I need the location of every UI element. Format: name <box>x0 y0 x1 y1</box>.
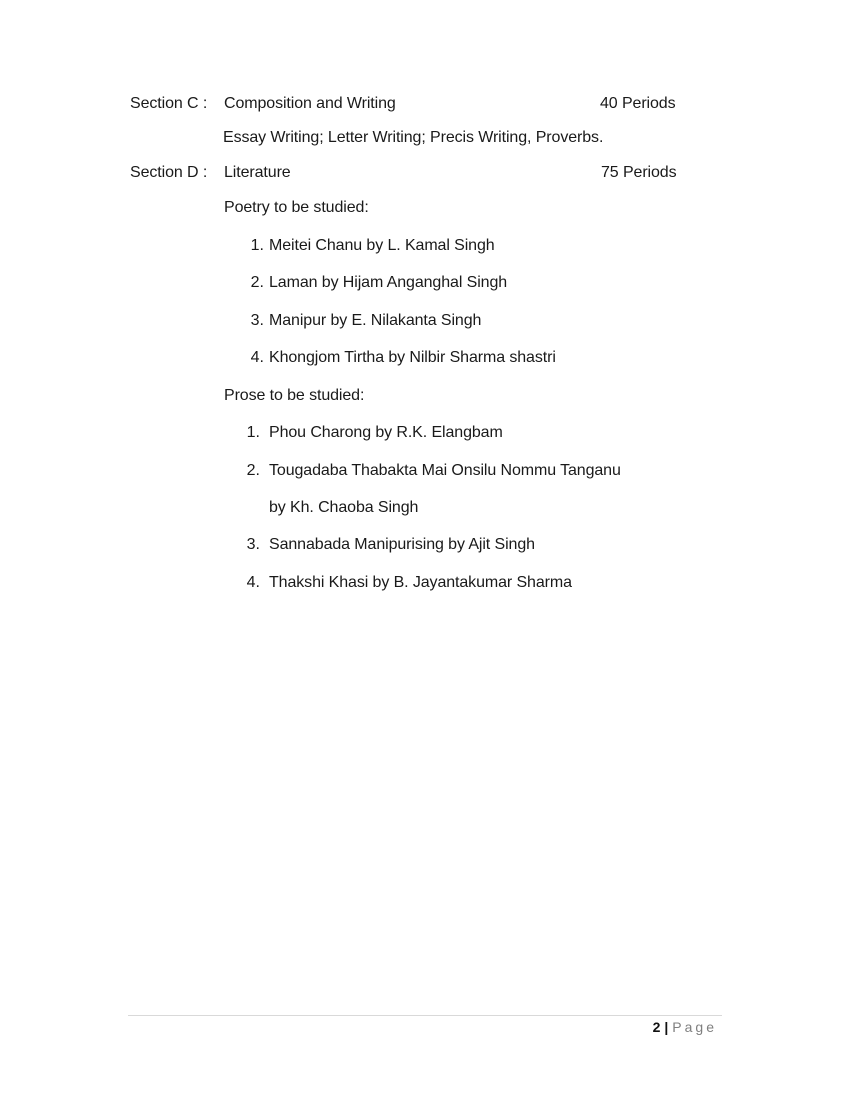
section-d-label: Section D : <box>130 164 208 181</box>
footer-divider <box>128 1015 722 1016</box>
prose-item: Tougadaba Thabakta Mai Onsilu Nommu Tanganu <box>269 462 621 479</box>
section-d-periods: 75 Periods <box>601 164 677 181</box>
poetry-heading: Poetry to be studied: <box>224 199 369 216</box>
section-c-description: Essay Writing; Letter Writing; Precis Writing, Proverbs. <box>223 129 604 146</box>
prose-item: Phou Charong by R.K. Elangbam <box>269 424 503 441</box>
section-c-title: Composition and Writing <box>224 95 396 112</box>
prose-heading: Prose to be studied: <box>224 387 365 404</box>
prose-item-number: 3. <box>246 536 260 553</box>
poetry-item: Manipur by E. Nilakanta Singh <box>269 312 482 329</box>
prose-item-number: 1. <box>246 424 260 441</box>
prose-item-number: 4. <box>246 574 260 591</box>
prose-item-continuation: by Kh. Chaoba Singh <box>269 499 419 516</box>
poetry-item-number: 4. <box>250 349 264 366</box>
page-number: 2 <box>652 1019 661 1035</box>
prose-item: Sannabada Manipurising by Ajit Singh <box>269 536 535 553</box>
poetry-item: Meitei Chanu by L. Kamal Singh <box>269 237 495 254</box>
prose-item: Thakshi Khasi by B. Jayantakumar Sharma <box>269 574 572 591</box>
poetry-item-number: 1. <box>250 237 264 254</box>
poetry-item-number: 3. <box>250 312 264 329</box>
poetry-item-number: 2. <box>250 274 264 291</box>
section-d-title: Literature <box>224 164 291 181</box>
section-c-label: Section C : <box>130 95 208 112</box>
footer-separator: | <box>664 1019 669 1035</box>
poetry-item: Khongjom Tirtha by Nilbir Sharma shastri <box>269 349 556 366</box>
section-c-periods: 40 Periods <box>600 95 676 112</box>
prose-item-number: 2. <box>246 462 260 479</box>
page-footer <box>653 1018 717 1036</box>
page-word: Page <box>672 1019 717 1035</box>
poetry-item: Laman by Hijam Anganghal Singh <box>269 274 508 291</box>
